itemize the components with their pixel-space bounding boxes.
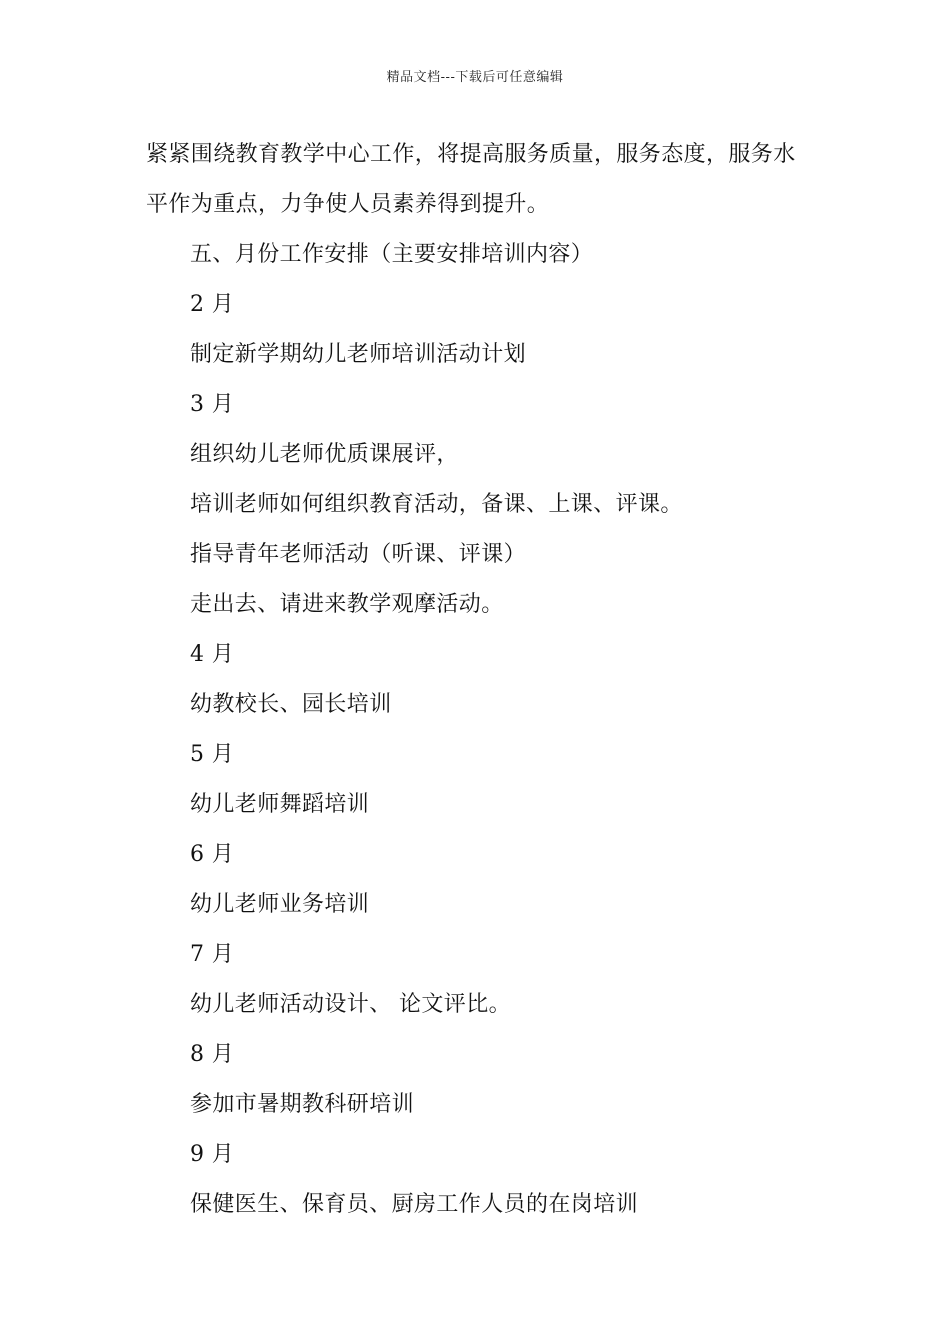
month-item: 幼儿老师业务培训 — [190, 892, 370, 917]
month-item: 保健医生、保育员、厨房工作人员的在岗培训 — [190, 1192, 639, 1217]
document-body — [146, 130, 816, 1230]
month-label: 8 月 — [190, 1042, 235, 1067]
month-item: 参加市暑期教科研培训 — [190, 1092, 415, 1117]
month-item: 制定新学期幼儿老师培训活动计划 — [190, 342, 527, 367]
section-heading: 五、月份工作安排（主要安排培训内容） — [190, 242, 594, 267]
month-item: 幼教校长、园长培训 — [190, 692, 392, 717]
month-label: 9 月 — [190, 1142, 235, 1167]
month-label: 7 月 — [190, 942, 235, 967]
month-label: 4 月 — [190, 642, 235, 667]
month-label: 3 月 — [190, 392, 235, 417]
month-item: 指导青年老师活动（听课、评课） — [190, 542, 527, 567]
month-label: 6 月 — [190, 842, 235, 867]
month-item: 培训老师如何组织教育活动，备课、上课、评课。 — [190, 492, 683, 517]
month-item: 走出去、请进来教学观摩活动。 — [190, 592, 504, 617]
month-label: 2 月 — [190, 292, 235, 317]
month-item: 幼儿老师舞蹈培训 — [190, 792, 370, 817]
month-label: 5 月 — [190, 742, 235, 767]
page-header: 精品文档---下载后可任意编辑 — [386, 70, 564, 85]
paragraph-line: 平作为重点，力争使人员素养得到提升。 — [146, 192, 550, 217]
month-item: 组织幼儿老师优质课展评， — [190, 442, 459, 467]
paragraph-line: 紧紧围绕教育教学中心工作，将提高服务质量，服务态度，服务水 — [146, 142, 796, 167]
month-item: 幼儿老师活动设计、 论文评比。 — [190, 992, 511, 1017]
